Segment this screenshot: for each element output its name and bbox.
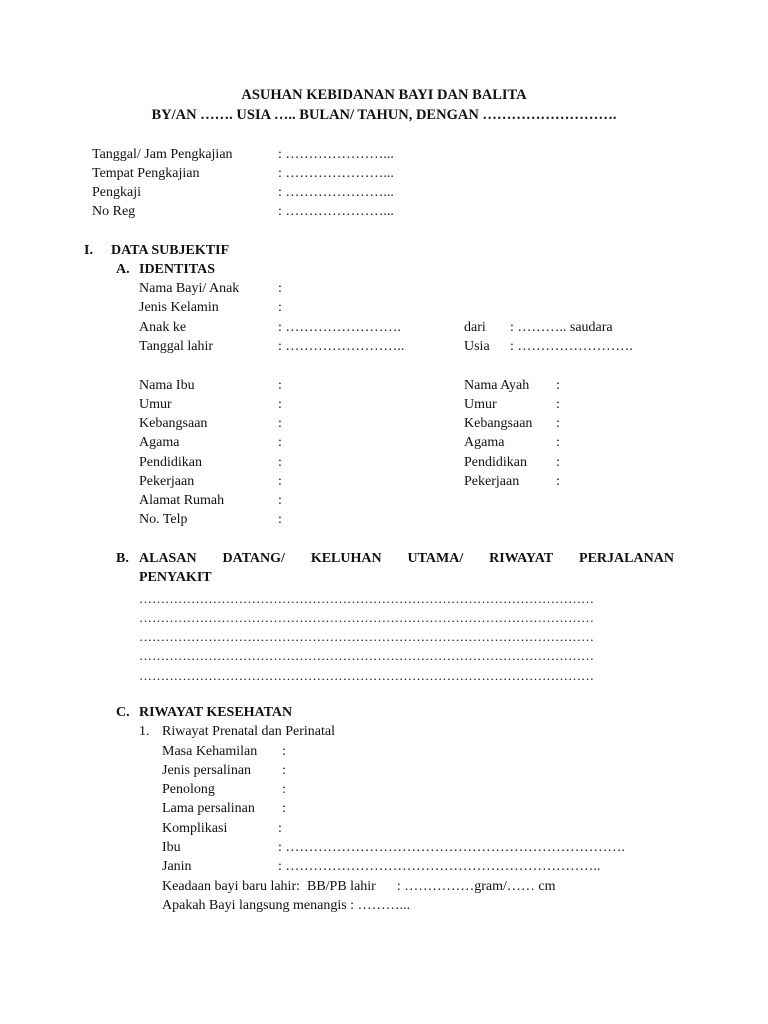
field-value-ibu[interactable]: : ………………………………………………………………. [278, 840, 625, 855]
field-label-umur-ibu: Umur [139, 397, 172, 412]
field-label-tempat: Tempat Pengkajian [92, 166, 200, 181]
field-label-usia: Usia [464, 339, 490, 354]
field-label-nama-ibu: Nama Ibu [139, 378, 195, 393]
field-value-nama-ayah[interactable]: : [556, 378, 560, 393]
field-value-no-telp[interactable]: : [278, 512, 282, 527]
field-label-tanggal-lahir: Tanggal lahir [139, 339, 214, 354]
field-value-lama-persalinan[interactable]: : [282, 801, 286, 816]
title-word: UTAMA/ [407, 551, 464, 566]
field-label-umur-ayah: Umur [464, 397, 497, 412]
field-label-janin: Janin [162, 859, 192, 874]
bayi-menangis-line[interactable]: Apakah Bayi langsung menangis : ………... [162, 898, 411, 913]
field-value-nama-bayi[interactable]: : [278, 281, 282, 296]
field-value-agama-ayah[interactable]: : [556, 435, 560, 450]
title-word: DATANG/ [222, 551, 285, 566]
field-value-umur-ibu[interactable]: : [278, 397, 282, 412]
field-label-agama-ibu: Agama [139, 435, 180, 450]
field-value-penolong[interactable]: : [282, 782, 286, 797]
field-value-pendidikan-ayah[interactable]: : [556, 455, 560, 470]
dotted-answer-line[interactable]: …………………………………………………………………………………………… [139, 648, 594, 663]
field-value-tanggal-lahir[interactable]: : …………………….. [278, 339, 405, 354]
field-value-masa-kehamilan[interactable]: : [282, 744, 286, 759]
dotted-answer-line[interactable]: …………………………………………………………………………………………… [139, 591, 594, 606]
field-label-pendidikan-ayah: Pendidikan [464, 455, 527, 470]
field-value-jenis-kelamin[interactable]: : [278, 300, 282, 315]
subsection-title-alasan-datang [139, 549, 674, 568]
title-word: RIWAYAT [489, 551, 554, 566]
field-label-pekerjaan-ayah: Pekerjaan [464, 474, 520, 489]
subsection-title-identitas: IDENTITAS [139, 262, 215, 277]
field-value-jenis-persalinan[interactable]: : [282, 763, 286, 778]
field-value-kebangsaan-ayah[interactable]: : [556, 416, 560, 431]
field-label-anak-ke: Anak ke [139, 320, 187, 335]
dotted-answer-line[interactable]: …………………………………………………………………………………………… [139, 668, 594, 683]
section-title-data-subjektif: DATA SUBJEKTIF [111, 243, 230, 258]
list-item-title: Riwayat Prenatal dan Perinatal [162, 724, 335, 739]
field-label-agama-ayah: Agama [464, 435, 505, 450]
dotted-answer-line[interactable]: …………………………………………………………………………………………… [139, 629, 594, 644]
subsection-letter-b: B. [116, 551, 129, 566]
list-number: 1. [139, 724, 150, 739]
section-number: I. [84, 243, 93, 258]
document-title: ASUHAN KEBIDANAN BAYI DAN BALITA [241, 87, 527, 103]
field-label-no-reg: No Reg [92, 204, 136, 219]
field-label-pengkaji: Pengkaji [92, 185, 141, 200]
subsection-title-riwayat-kesehatan: RIWAYAT KESEHATAN [139, 705, 293, 720]
field-label-penolong: Penolong [162, 782, 215, 797]
field-label-alamat-rumah: Alamat Rumah [139, 493, 225, 508]
field-label-no-telp: No. Telp [139, 512, 188, 527]
field-label-tanggal-jam: Tanggal/ Jam Pengkajian [92, 147, 233, 162]
field-label-kebangsaan-ayah: Kebangsaan [464, 416, 533, 431]
field-label-nama-bayi: Nama Bayi/ Anak [139, 281, 240, 296]
subsection-letter-c: C. [116, 705, 130, 720]
field-value-pengkaji[interactable]: : …………………... [278, 185, 394, 200]
field-value-saudara[interactable]: : ……….. saudara [510, 320, 613, 335]
title-word: KELUHAN [310, 551, 382, 566]
field-value-no-reg[interactable]: : …………………... [278, 204, 394, 219]
subsection-letter-a: A. [116, 262, 130, 277]
field-label-nama-ayah: Nama Ayah [464, 378, 530, 393]
field-value-tanggal-jam[interactable]: : …………………... [278, 147, 394, 162]
field-value-pendidikan-ibu[interactable]: : [278, 455, 282, 470]
field-label-masa-kehamilan: Masa Kehamilan [162, 744, 258, 759]
field-value-komplikasi[interactable]: : [278, 821, 282, 836]
field-value-pekerjaan-ibu[interactable]: : [278, 474, 282, 489]
field-value-anak-ke[interactable]: : ……………………. [278, 320, 401, 335]
field-label-dari: dari [464, 320, 486, 335]
field-label-lama-persalinan: Lama persalinan [162, 801, 255, 816]
subsection-title-line2: PENYAKIT [139, 570, 212, 585]
keadaan-bayi-line[interactable]: Keadaan bayi baru lahir: BB/PB lahir : ……………gram/…… cm [162, 879, 556, 894]
document-subtitle: BY/AN ……. USIA ….. BULAN/ TAHUN, DENGAN ………………………. [151, 107, 617, 123]
dotted-answer-line[interactable]: …………………………………………………………………………………………… [139, 610, 594, 625]
field-label-komplikasi: Komplikasi [162, 821, 228, 836]
field-label-jenis-persalinan: Jenis persalinan [162, 763, 252, 778]
field-value-usia[interactable]: : ……………………. [510, 339, 633, 354]
field-label-kebangsaan-ibu: Kebangsaan [139, 416, 208, 431]
field-value-nama-ibu[interactable]: : [278, 378, 282, 393]
field-value-janin[interactable]: : ………………………………………………………….. [278, 859, 601, 874]
title-word: PERJALANAN [579, 551, 674, 566]
field-value-tempat[interactable]: : …………………... [278, 166, 394, 181]
field-label-pekerjaan-ibu: Pekerjaan [139, 474, 195, 489]
field-label-jenis-kelamin: Jenis Kelamin [139, 300, 219, 315]
field-value-pekerjaan-ayah[interactable]: : [556, 474, 560, 489]
field-label-ibu: Ibu [162, 840, 181, 855]
field-value-alamat-rumah[interactable]: : [278, 493, 282, 508]
field-value-agama-ibu[interactable]: : [278, 435, 282, 450]
field-value-kebangsaan-ibu[interactable]: : [278, 416, 282, 431]
field-value-umur-ayah[interactable]: : [556, 397, 560, 412]
title-word: ALASAN [139, 551, 197, 566]
field-label-pendidikan-ibu: Pendidikan [139, 455, 202, 470]
